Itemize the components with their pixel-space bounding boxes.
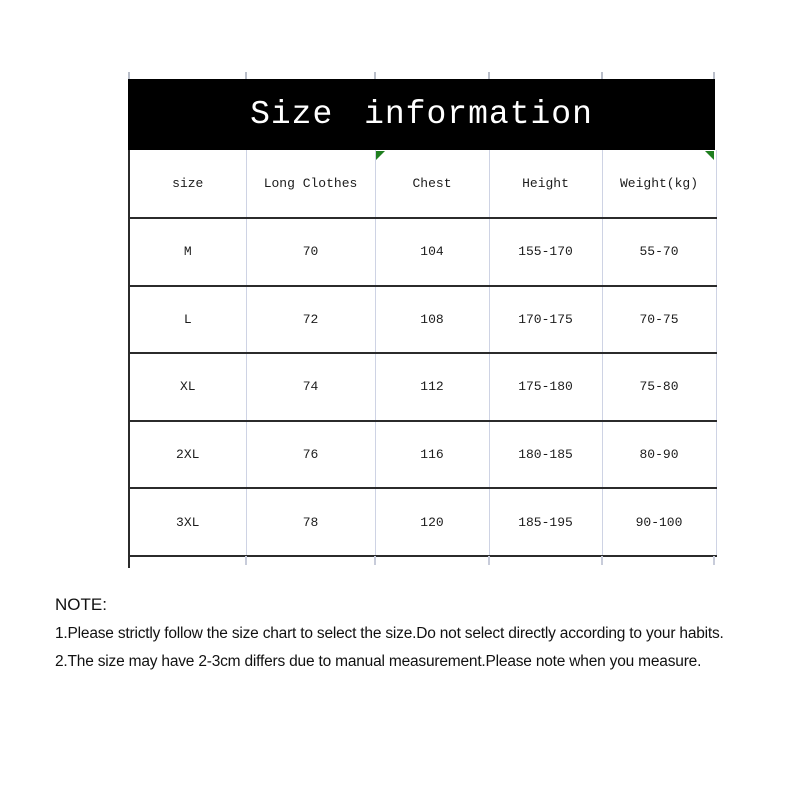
cell-chest: 112 xyxy=(375,353,489,421)
cell-height: 170-175 xyxy=(489,286,602,354)
header-row xyxy=(129,150,716,218)
cell-weight: 90-100 xyxy=(602,488,716,556)
cell-weight: 55-70 xyxy=(602,218,716,286)
cell-size: XL xyxy=(129,353,246,421)
gridline-tick xyxy=(488,556,490,565)
cell-height: 155-170 xyxy=(489,218,602,286)
size-table xyxy=(128,150,717,557)
cell-chest: 108 xyxy=(375,286,489,354)
cell-length: 78 xyxy=(246,488,375,556)
cell-size: L xyxy=(129,286,246,354)
col-header-weight: Weight(kg) xyxy=(602,150,716,218)
gridline-tick xyxy=(128,72,130,79)
cell-height: 185-195 xyxy=(489,488,602,556)
table-row-3xl xyxy=(129,488,716,556)
gridline-tick xyxy=(601,556,603,565)
notes-heading: NOTE: xyxy=(55,595,107,614)
note-item-1: 1.Please strictly follow the size chart to select the size.Do not select directly according to your habits. xyxy=(55,625,724,642)
note-item-2: 2.The size may have 2-3cm differs due to manual measurement.Please note when you measure. xyxy=(55,653,702,670)
table-row-m xyxy=(129,218,716,286)
cell-length: 74 xyxy=(246,353,375,421)
cell-weight: 70-75 xyxy=(602,286,716,354)
gridline-tick xyxy=(601,72,603,79)
cell-length: 70 xyxy=(246,218,375,286)
cell-weight: 80-90 xyxy=(602,421,716,489)
gridline-tick xyxy=(713,556,715,565)
table-row-2xl xyxy=(129,421,716,489)
notes-section xyxy=(55,595,775,671)
title-banner xyxy=(128,79,715,150)
cell-length: 72 xyxy=(246,286,375,354)
col-header-size: size xyxy=(129,150,246,218)
cell-size: M xyxy=(129,218,246,286)
table-row-l xyxy=(129,286,716,354)
cell-chest: 116 xyxy=(375,421,489,489)
cell-height: 175-180 xyxy=(489,353,602,421)
cell-size: 2XL xyxy=(129,421,246,489)
page-title: Size information xyxy=(250,96,593,133)
gridline-tick xyxy=(374,72,376,79)
gridline-tick xyxy=(245,72,247,79)
col-header-chest: Chest xyxy=(375,150,489,218)
col-header-long-clothes: Long Clothes xyxy=(246,150,375,218)
table-row-xl xyxy=(129,353,716,421)
gridline-tick xyxy=(374,556,376,565)
cell-height: 180-185 xyxy=(489,421,602,489)
col-header-height: Height xyxy=(489,150,602,218)
cell-chest: 120 xyxy=(375,488,489,556)
gridline-tick xyxy=(713,72,715,79)
cell-chest: 104 xyxy=(375,218,489,286)
gridline-tick xyxy=(128,556,130,568)
cell-weight: 75-80 xyxy=(602,353,716,421)
gridline-tick xyxy=(488,72,490,79)
cell-size: 3XL xyxy=(129,488,246,556)
gridline-tick xyxy=(245,556,247,565)
cell-length: 76 xyxy=(246,421,375,489)
